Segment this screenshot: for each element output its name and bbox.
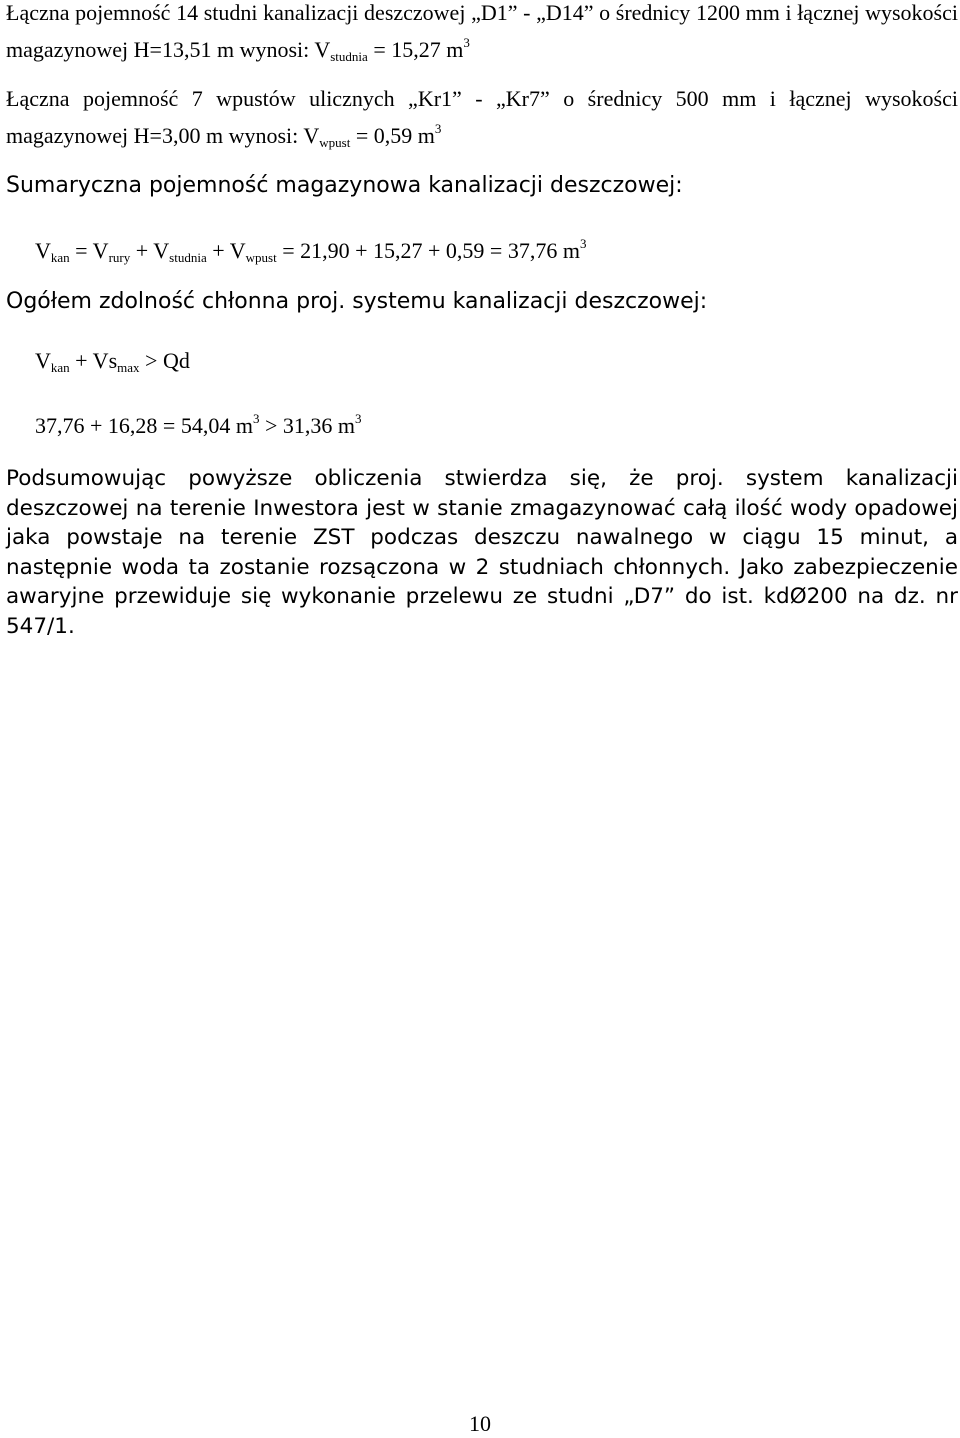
paragraph-summary: Podsumowując powyższe obliczenia stwierdza się, że proj. system kanalizacji deszczowej na terenie Inwestora jest w stanie zmagazynować całą ilość wody opadowej jaka powstaje na terenie ZST podczas deszczu nawalnego w ciągu 15 minut, a następnie woda ta zostanie rozsączona w 2 studniach chłonnych. Jako zabezpieczenie awaryjne przewiduje się wykonanie przelewu ze studni „D7” do ist. kdØ200 na dz. nr 547/1.: [6, 466, 958, 639]
formula-total-volume: [35, 230, 586, 272]
sub-kan: kan: [50, 360, 70, 375]
formula-condition: [35, 347, 190, 382]
page-number: 10: [469, 1411, 491, 1436]
sub-studnia: studnia: [169, 250, 207, 265]
formula-part: > Qd: [145, 348, 190, 373]
heading-absorption-capacity: Ogółem zdolność chłonna proj. systemu kanalizacji deszczowej:: [6, 289, 708, 314]
paragraph-inlets-text: Łączna pojemność 7 wpustów ulicznych „Kr1” - „Kr7” o średnicy 500 mm i łącznej wysokości magazynowej H=3,00 m wynosi: V: [6, 86, 958, 148]
subscript-studnia: studnia: [330, 48, 368, 64]
formula-part: 37,76 + 16,28 = 54,04 m: [35, 413, 253, 438]
formula-result: = 21,90 + 15,27 + 0,59 = 37,76 m: [282, 238, 580, 263]
var-v: V: [35, 238, 51, 263]
formula-part: + V: [212, 238, 246, 263]
heading-total-capacity: Sumaryczna pojemność magazynowa kanalizacji deszczowej:: [6, 173, 683, 198]
superscript-3: 3: [463, 34, 470, 50]
inlets-value: = 0,59 m: [355, 122, 435, 148]
superscript-3: 3: [354, 411, 362, 426]
paragraph-inlets-capacity: [6, 84, 958, 157]
formula-part: > 31,36 m: [264, 413, 355, 438]
sub-wpust: wpust: [245, 250, 277, 265]
formula-check: [35, 405, 361, 440]
formula-part: + V: [135, 238, 170, 263]
subscript-wpust: wpust: [319, 134, 351, 150]
sub-max: max: [117, 360, 140, 375]
paragraph-wells-text: Łączna pojemność 14 studni kanalizacji deszczowej „D1” - „D14” o średnicy 1200 mm i łącznej wysokości magazynowej H=13,51 m wynosi: V: [6, 0, 958, 62]
sub-rury: rury: [108, 250, 131, 265]
formula-part: + Vs: [75, 348, 118, 373]
superscript-3: 3: [579, 236, 587, 251]
var-v: V: [35, 348, 51, 373]
paragraph-wells-capacity: [6, 0, 958, 71]
superscript-3: 3: [434, 120, 442, 136]
superscript-3: 3: [252, 411, 260, 426]
sub-kan: kan: [50, 250, 70, 265]
formula-part: = V: [75, 238, 109, 263]
wells-value: = 15,27 m: [373, 36, 464, 62]
